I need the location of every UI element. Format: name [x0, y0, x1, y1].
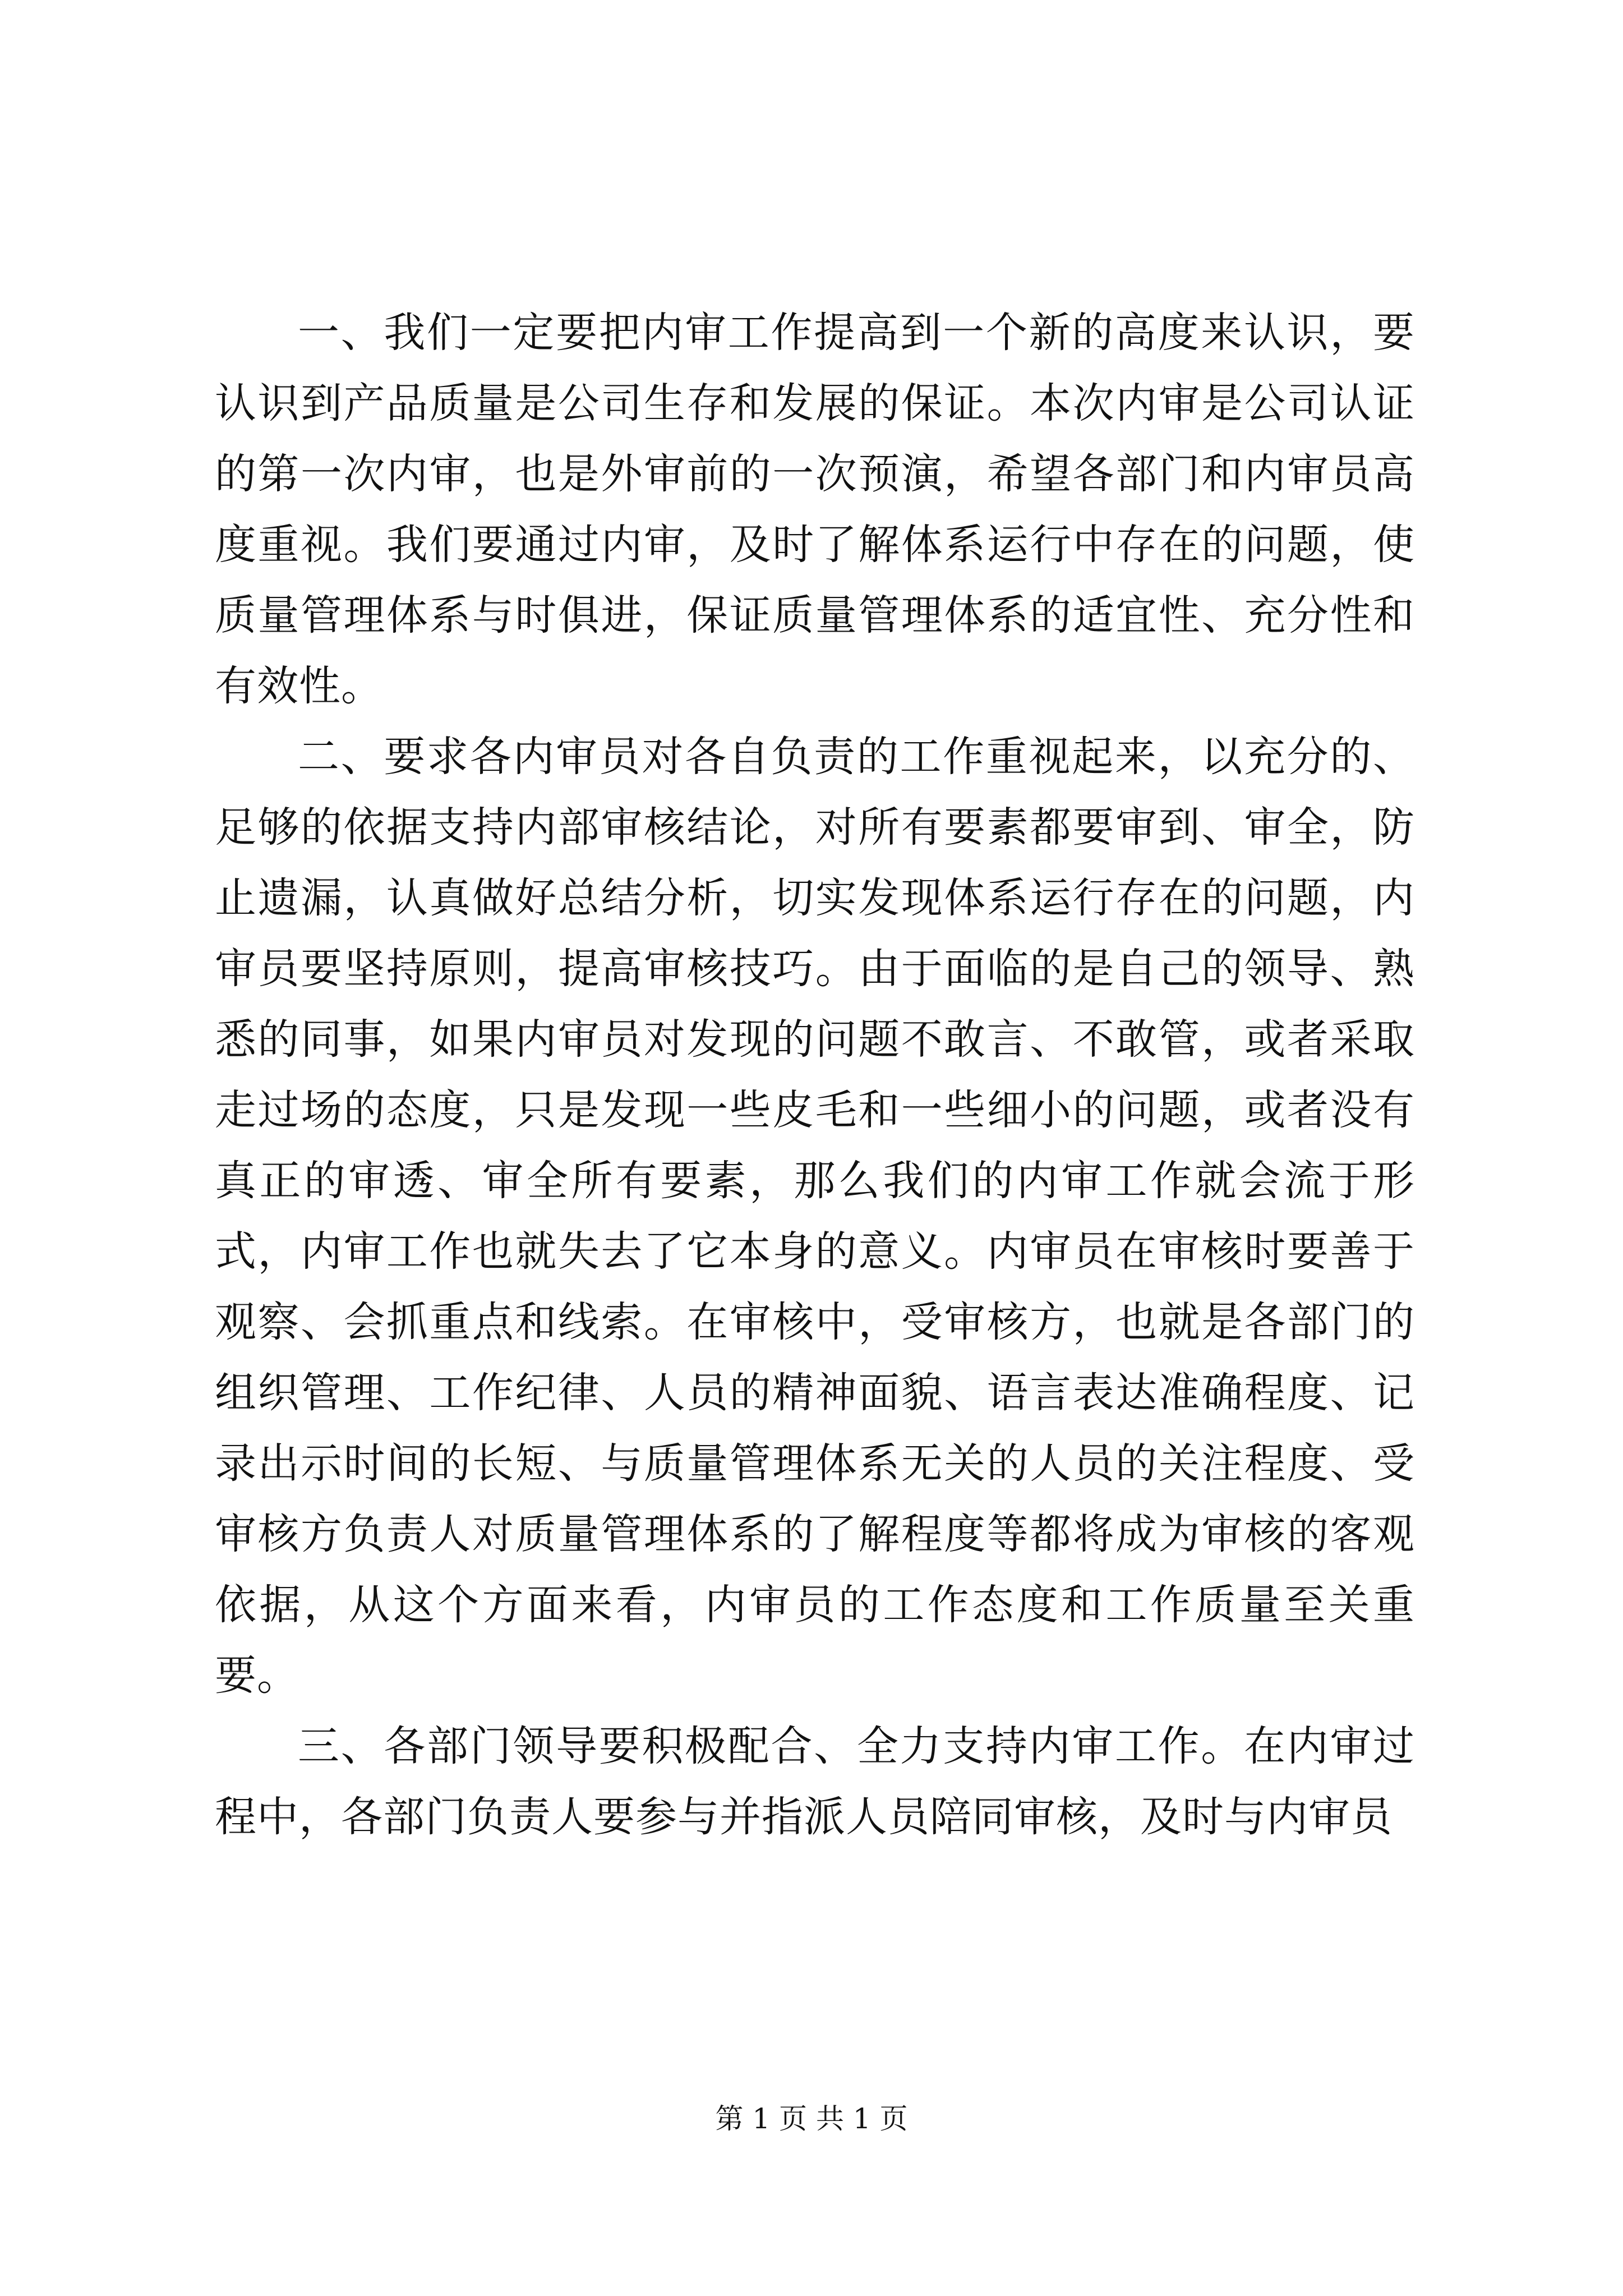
paragraph-1: 一、我们一定要把内审工作提高到一个新的高度来认识，要认识到产品质量是公司生存和发展的保证。本次内审是公司认证的第一次内审，也是外审前的一次预演，希望各部门和内审员高度重视。我们要通过内审，及时了解体系运行中存在的问题，使质量管理体系与时俱进，保证质量管理体系的适宜性、充分性和有效性。: [215, 309, 1415, 710]
paragraph-3: 三、各部门领导要积极配合、全力支持内审工作。在内审过程中，各部门负责人要参与并指派人员陪同审核，及时与内审员: [215, 1722, 1415, 1841]
page-footer: 第 1 页 共 1 页: [715, 2102, 908, 2135]
paragraph-2: 二、要求各内审员对各自负责的工作重视起来，以充分的、足够的依据支持内部审核结论，对所有要素都要审到、审全，防止遗漏，认真做好总结分析，切实发现体系运行存在的问题，内审员要坚持原则，提高审核技巧。由于面临的是自己的领导、熟悉的同事，如果内审员对发现的问题不敢言、不敢管，或者采取走过场的态度，只是发现一些皮毛和一些细小的问题，或者没有真正的审透、审全所有要素，那么我们的内审工作就会流于形式，内审工作也就失去了它本身的意义。内审员在审核时要善于观察、会抓重点和线索。在审核中，受审核方，也就是各部门的组织管理、工作纪律、人员的精神面貌、语言表达准确程度、记录出示时间的长短、与质量管理体系无关的人员的关注程度、受审核方负责人对质量管理体系的了解程度等都将成为审核的客观依据，从这个方面来看，内审员的工作态度和工作质量至关重要。: [215, 733, 1415, 1700]
document-body: [215, 297, 1415, 1852]
